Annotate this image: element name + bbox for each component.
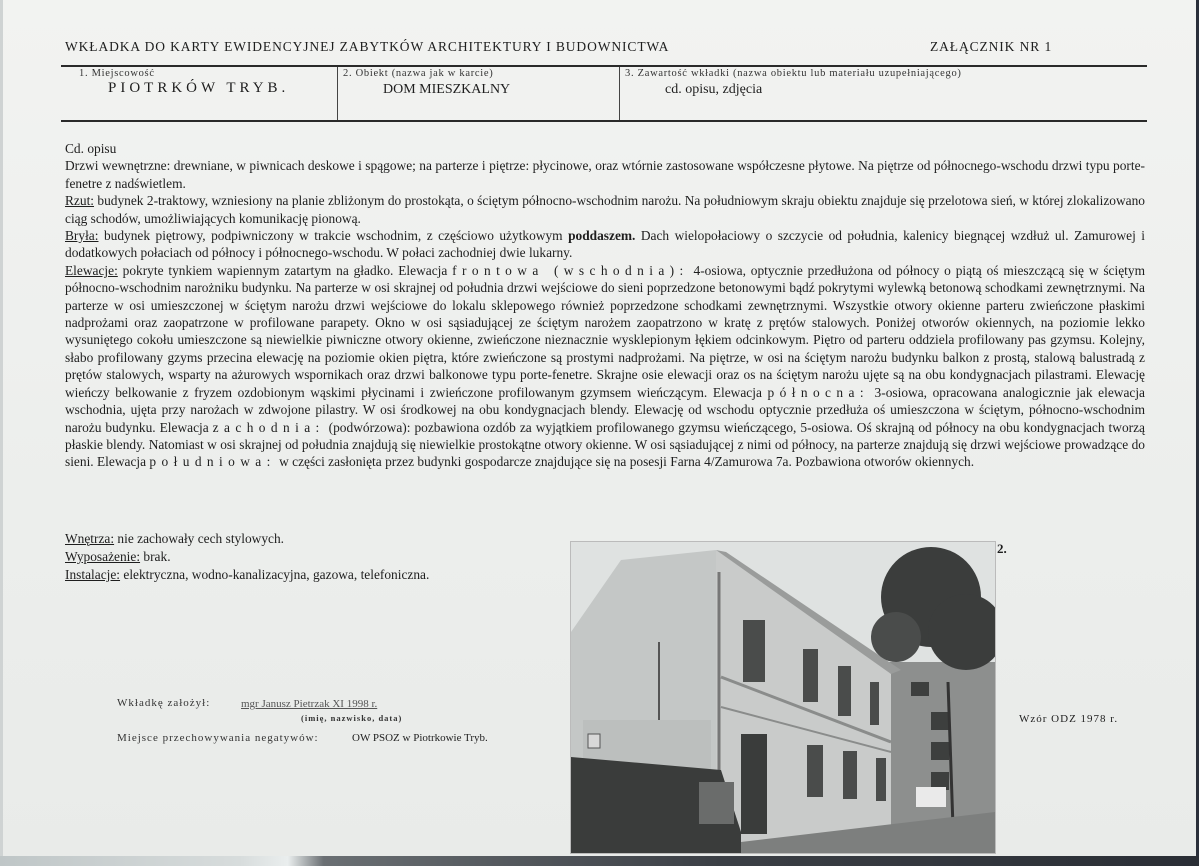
elevations-paragraph: Elewacje: pokryte tynkiem wapiennym zatartym na gładko. Elewacja frontowa (wschodnia): 4-osiowa, optycznie przedłużona od północy o piątą oś mieszczącą się w ściętym północno-wschodnim narożniku budynku. Na parterze w osi skrajnej od południa drzwi wejściowe do sieni poprzedzone betonowymi bądź pokrytymi wylewką betonową schodkami zewnętrznymi. Na parterze w osi umieszczonej w ściętym narożu drzwi wejściowe do lokalu sklepowego również poprzedzone schodkami zewnętrznymi. Wszystkie otwory okienne parteru zwieńczone płaskimi nadprożami oraz zaopatrzone w profilowane parapety. Okno w osi sąsiadującej ze ściętym narożem zaopatrzono w kratę z prętów stalowych. Poniżej otworów okiennych, na poziomie lekko wysuniętego cokołu umieszczone są niewielkie piwniczne otwory okienne, zwieńczone nieznacznie wysklepionym łękiem odcinkowym. Piętro od parteru oddziela profilowany pas gzymsu. Kolejny, słabo profilowany gzyms przecina elewację na poziomie okien piętra, które zwieńczone są prostymi nadprożami. Na piętrze, w osi na ściętym narożu budynku balkon z prostą, stalową balustradą z prętów stalowych, wsparty na ażurowych wspornikach oraz drzwi balkonowe typu porte-fenetre. Skrajne osie elewacji oraz os na ściętym narożu ujęte są na obu kondygnacjach pilastrami. Elewację wieńczy belkowanie z fryzem ozdobionym wąskimi płycinami i zwieńczone profilowanym gzymsem wieńczącym. Elewacja północna: 3-osiowa, opracowana analogicznie jak elewacja wschodnia, ujęta przy narożach w zdwojone pilastry. W osi środkowej na obu kondygnacjach blendy. Elewację od wschodu optycznie przedłuża oś umieszczona w ściętym, północno-wschodnim narożu budynku. Elewacja zachodnia: (podwórzowa): pozbawiona ozdób za wyjątkiem profilowanego gzymsu wieńczącego, 5-osiowa. Oś skrajną od północy na obu kondygnacjach tworzą płaskie blendy. Natomiast w osi skrajnej od południa znajdują się niewielkie prostokątne otwory okienne. W osi sąsiadującej z nimi od północy, na parterze znajdują się drzwi wejściowe prowadzące do sieni. Elewacja południowa: w części zasłonięta przez budynki gospodarcze znajdujące się na posesji Farna 4/Zamurowa 7a. Pozbawiona otworów okiennych. [65, 262, 1145, 470]
interiors-paragraph: Wnętrza: nie zachowały cech stylowych. [65, 531, 284, 546]
description-body [65, 140, 1145, 471]
form-title: WKŁADKA DO KARTY EWIDENCYJNEJ ZABYTKÓW ARCHITEKTURY I BUDOWNICTWA [65, 39, 670, 54]
object-label: 2. Obiekt (nazwa jak w karcie) [343, 68, 494, 79]
locality-label: 1. Miejscowość [79, 68, 155, 79]
cell-divider [619, 67, 620, 120]
interiors-label: Wnętrza: [65, 531, 115, 546]
contents-value: cd. opisu, zdjęcia [665, 82, 763, 97]
plan-paragraph: Rzut: budynek 2-traktowy, wzniesiony na planie zbliżonym do prostokąta, o ściętym północno-wschodnim narożu. Na południowym skraju obiektu znajduje się przelotowa sień, w której zlokalizowano ciąg schodów, umożliwiających komunikację pionową. [65, 193, 1145, 226]
object-value: DOM MIESZKALNY [383, 82, 511, 97]
contents-label: 3. Zawartość wkładki (nazwa obiektu lub materiału uzupełniającego) [625, 68, 962, 79]
cell-divider [337, 67, 338, 120]
mass-paragraph: Bryła: budynek piętrowy, podpiwniczony w trakcie wschodnim, z częściowo użytkowym poddaszem. Dach wielopołaciowy o szczycie od południa, kalenicy biegnącej wzdłuż ul. Zamurowej i dodatkowych połaciach od północy i północnego-wschodu. W połaci zachodniej dwie lukarny. [65, 228, 1145, 261]
scan-edge [0, 856, 1199, 866]
author-label: Wkładkę założył: [117, 697, 211, 709]
annex-number: ZAŁĄCZNIK NR 1 [930, 39, 1053, 54]
author-value: mgr Janusz Pietrzak XI 1998 r. [241, 698, 378, 710]
negatives-label: Miejsce przechowywania negatywów: [117, 732, 319, 744]
plan-label: Rzut: [65, 193, 95, 209]
negatives-value: OW PSOZ w Piotrkowie Tryb. [352, 732, 488, 744]
building-photo [570, 541, 996, 854]
equipment-label: Wyposażenie: [65, 549, 141, 564]
installations-paragraph: Instalacje: elektryczna, wodno-kanalizacyjna, gazowa, telefoniczna. [65, 567, 430, 582]
elevations-label: Elewacje: [65, 262, 118, 278]
table-bottom-rule [61, 120, 1147, 122]
author-hint: (imię, nazwisko, data) [301, 713, 403, 723]
north-elevation-term: północna: [767, 384, 869, 400]
locality-value: PIOTRKÓW TRYB. [108, 80, 290, 96]
installations-label: Instalacje: [65, 567, 121, 582]
west-elevation-term: zachodnia: [212, 419, 325, 435]
house-photo-illustration [571, 542, 995, 853]
south-elevation-term: południowa: [149, 454, 276, 470]
form-model-note: Wzór ODZ 1978 r. [1019, 713, 1119, 725]
mass-label: Bryła: [65, 228, 99, 244]
doors-paragraph: Drzwi wewnętrzne: drewniane, w piwnicach deskowe i spągowe; na parterze i piętrze: płycinowe, oraz wtórnie zastosowane współczesne płytowe. Na piętrze od północnego-wschodu drzwi typu porte-fenetre z nadświetlem. [65, 158, 1145, 191]
photo-number: 2. [997, 541, 1007, 556]
section-heading: Cd. opisu [65, 141, 117, 156]
equipment-paragraph: Wyposażenie: brak. [65, 549, 171, 564]
table-top-rule [61, 65, 1147, 67]
front-elevation-term: frontowa (wschodnia): [452, 262, 689, 278]
